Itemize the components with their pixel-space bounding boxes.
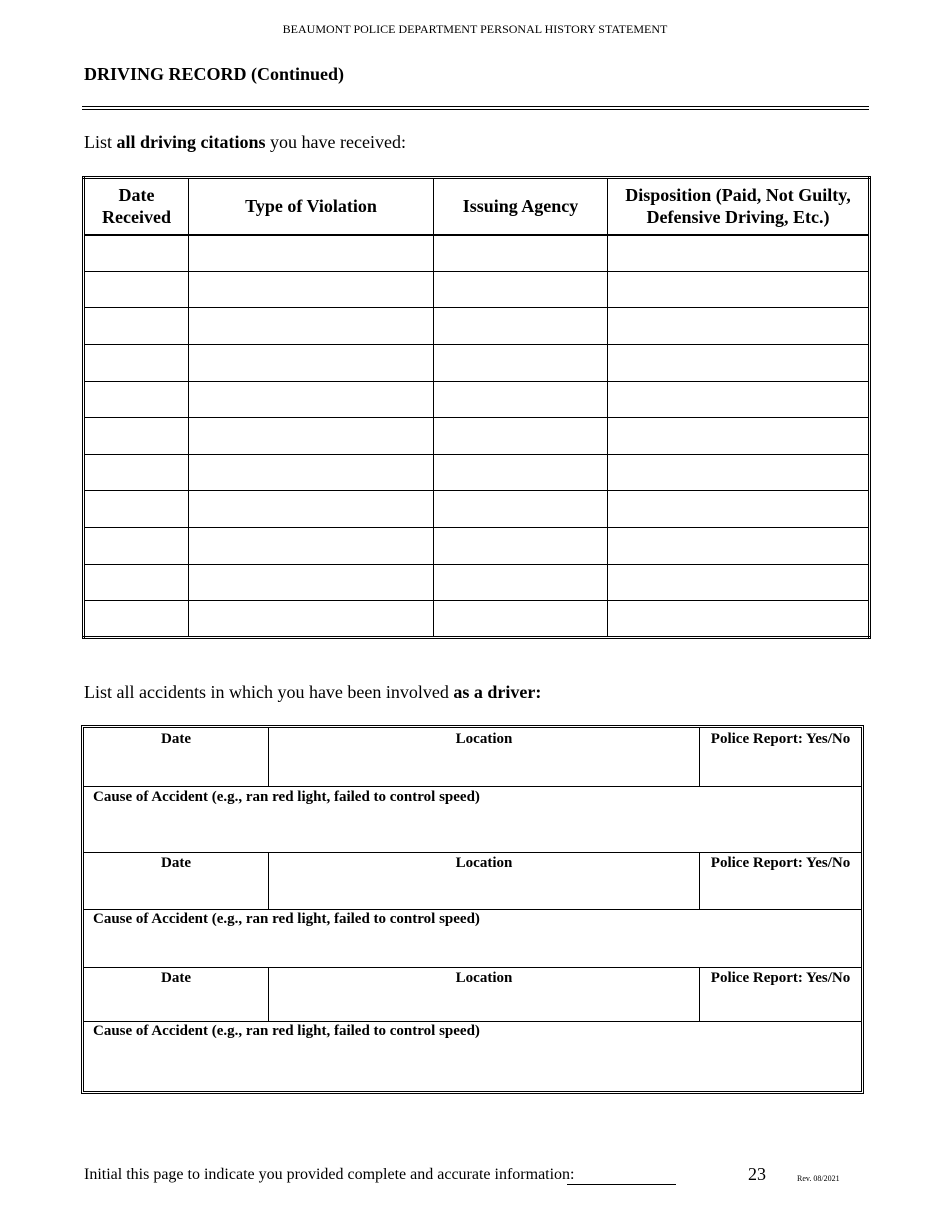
accident-header-row <box>84 852 861 910</box>
citation-violation-cell[interactable] <box>189 491 434 528</box>
accident-date-field[interactable]: Date <box>84 852 269 909</box>
citation-violation-cell[interactable] <box>189 564 434 601</box>
citation-disposition-cell[interactable] <box>608 308 870 345</box>
citation-date-cell[interactable] <box>84 491 189 528</box>
citations-prompt: List all driving citations you have received: <box>84 132 406 152</box>
accident-header-row <box>84 967 861 1022</box>
citation-disposition-cell[interactable] <box>608 454 870 491</box>
initial-instruction: Initial this page to indicate you provided complete and accurate information: <box>84 1166 575 1183</box>
citation-date-cell[interactable] <box>84 418 189 455</box>
citation-date-cell[interactable] <box>84 564 189 601</box>
citation-agency-cell[interactable] <box>434 491 608 528</box>
citation-agency-cell[interactable] <box>434 601 608 638</box>
citation-violation-cell[interactable] <box>189 601 434 638</box>
citation-agency-cell[interactable] <box>434 528 608 565</box>
citation-violation-cell[interactable] <box>189 528 434 565</box>
citation-violation-cell[interactable] <box>189 271 434 308</box>
citation-date-cell[interactable] <box>84 308 189 345</box>
citation-agency-cell[interactable] <box>434 564 608 601</box>
accidents-prompt: List all accidents in which you have been involved as a driver: <box>84 682 542 702</box>
citation-disposition-cell[interactable] <box>608 235 870 272</box>
citation-row <box>84 564 870 601</box>
accident-entry <box>84 728 861 853</box>
citation-violation-cell[interactable] <box>189 418 434 455</box>
citations-header-row <box>84 178 870 235</box>
citation-disposition-cell[interactable] <box>608 528 870 565</box>
title-divider-top <box>82 106 869 107</box>
column-type-of-violation: Type of Violation <box>189 178 434 235</box>
citation-date-cell[interactable] <box>84 601 189 638</box>
citation-agency-cell[interactable] <box>434 235 608 272</box>
accident-police-report-field[interactable]: Police Report: Yes/No <box>710 855 851 871</box>
accident-cause-field[interactable]: Cause of Accident (e.g., ran red light, failed to control speed) <box>93 1023 480 1039</box>
accident-entry <box>84 967 861 1091</box>
citation-agency-cell[interactable] <box>434 344 608 381</box>
accident-police-report-field[interactable]: Police Report: Yes/No <box>710 731 851 747</box>
citation-violation-cell[interactable] <box>189 308 434 345</box>
citation-row <box>84 381 870 418</box>
citation-row <box>84 344 870 381</box>
citation-row <box>84 271 870 308</box>
citation-disposition-cell[interactable] <box>608 491 870 528</box>
citation-violation-cell[interactable] <box>189 235 434 272</box>
accidents-table <box>81 725 864 1094</box>
citation-row <box>84 418 870 455</box>
initial-signature-line[interactable] <box>567 1184 676 1185</box>
accident-cause-field[interactable]: Cause of Accident (e.g., ran red light, failed to control speed) <box>93 789 480 805</box>
citation-violation-cell[interactable] <box>189 381 434 418</box>
accident-header-row <box>84 728 861 787</box>
citation-violation-cell[interactable] <box>189 454 434 491</box>
citation-row <box>84 491 870 528</box>
citation-disposition-cell[interactable] <box>608 418 870 455</box>
citation-disposition-cell[interactable] <box>608 564 870 601</box>
citation-agency-cell[interactable] <box>434 418 608 455</box>
accident-cause-field[interactable]: Cause of Accident (e.g., ran red light, failed to control speed) <box>93 911 480 927</box>
citation-date-cell[interactable] <box>84 381 189 418</box>
accident-location-field[interactable]: Location <box>269 852 700 909</box>
citation-row <box>84 528 870 565</box>
citation-agency-cell[interactable] <box>434 308 608 345</box>
citation-row <box>84 308 870 345</box>
citation-disposition-cell[interactable] <box>608 381 870 418</box>
citation-agency-cell[interactable] <box>434 271 608 308</box>
citation-disposition-cell[interactable] <box>608 344 870 381</box>
accident-date-field[interactable]: Date <box>84 967 269 1021</box>
revision-date: Rev. 08/2021 <box>797 1174 840 1183</box>
column-date-received: Date Received <box>84 178 189 235</box>
citation-date-cell[interactable] <box>84 454 189 491</box>
citation-disposition-cell[interactable] <box>608 601 870 638</box>
citation-row <box>84 235 870 272</box>
title-divider-bottom <box>82 109 869 110</box>
accident-date-field[interactable]: Date <box>84 728 269 786</box>
accident-police-report-field[interactable]: Police Report: Yes/No <box>710 970 851 986</box>
citation-violation-cell[interactable] <box>189 344 434 381</box>
page-header: BEAUMONT POLICE DEPARTMENT PERSONAL HISTORY STATEMENT <box>282 22 668 36</box>
citation-disposition-cell[interactable] <box>608 271 870 308</box>
citations-table <box>82 176 871 639</box>
citation-agency-cell[interactable] <box>434 381 608 418</box>
citation-row <box>84 601 870 638</box>
citation-row <box>84 454 870 491</box>
column-disposition: Disposition (Paid, Not Guilty, Defensive Driving, Etc.) <box>608 178 870 235</box>
accident-entry <box>84 852 861 968</box>
citation-date-cell[interactable] <box>84 235 189 272</box>
citation-date-cell[interactable] <box>84 271 189 308</box>
citation-date-cell[interactable] <box>84 528 189 565</box>
accident-location-field[interactable]: Location <box>269 967 700 1021</box>
section-title: DRIVING RECORD (Continued) <box>84 64 345 84</box>
page-number: 23 <box>748 1164 766 1184</box>
accident-location-field[interactable]: Location <box>269 728 700 786</box>
citation-date-cell[interactable] <box>84 344 189 381</box>
citation-agency-cell[interactable] <box>434 454 608 491</box>
column-issuing-agency: Issuing Agency <box>434 178 608 235</box>
